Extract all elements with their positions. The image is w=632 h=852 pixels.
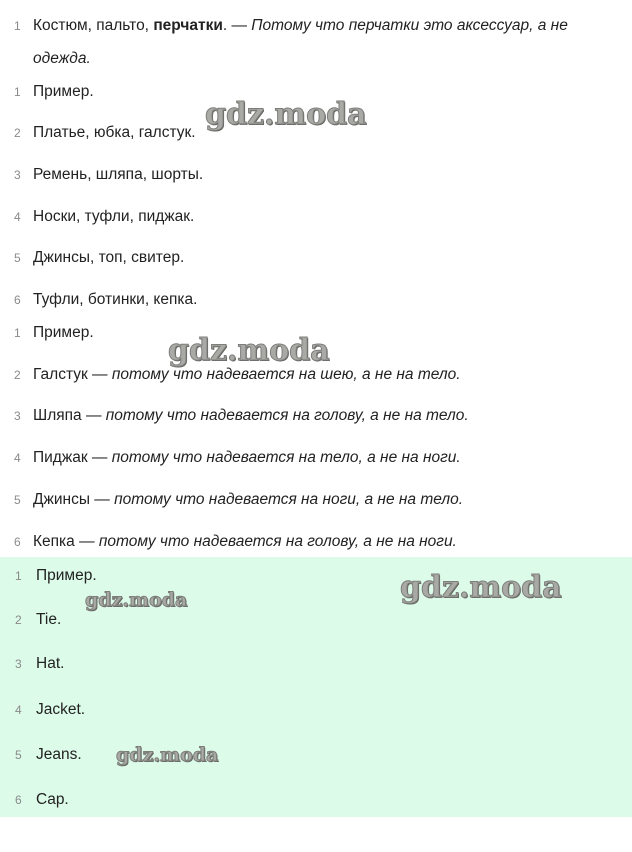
item-text: Cap. [36,791,69,808]
item-explanation: потому что надевается на голову, а не на тело. [105,407,469,424]
item-text: Jeans. [36,746,82,763]
item-word: Галстук — [33,366,112,383]
item-number: 1 [15,569,22,583]
item-number: 1 [14,85,21,99]
item-text: Туфли, ботинки, кепка. [33,291,198,308]
item-number: 2 [14,368,21,382]
watermark: gdz.moda [116,744,219,766]
item-text-continuation: одежда. [33,50,91,67]
item-text: Tie. [36,611,62,628]
item-text-explanation: Потому что перчатки это аксессуар, а не [251,17,568,34]
item-text: Пример. [36,567,97,584]
item-text-plain: Костюм, пальто, [33,17,154,34]
item-number: 3 [14,168,21,182]
item-number: 6 [15,793,22,807]
item-explanation: потому что надевается на шею, а не на тело. [111,366,461,383]
watermark: gdz.moda [400,570,562,605]
item-number: 5 [14,493,21,507]
item-text: Hat. [36,655,65,672]
item-text: Джинсы, топ, свитер. [33,249,185,266]
item-number: 2 [14,126,21,140]
item-number: 6 [14,535,21,549]
item-explanation: потому что надевается на голову, а не на ноги. [98,533,457,550]
watermark: gdz.moda [205,97,367,132]
item-text: Носки, туфли, пиджак. [33,208,195,225]
item-text-dash: . — [222,17,252,34]
answer-section-3 [0,557,632,817]
item-text: Платье, юбка, галстук. [33,124,196,141]
item-word: Кепка — [33,533,99,550]
item-word: Шляпа — [33,407,106,424]
item-word: Пример. [33,324,94,341]
item-explanation: потому что надевается на тело, а не на ноги. [111,449,461,466]
item-text [33,448,461,468]
item-text [33,406,469,426]
item-number: 3 [14,409,21,423]
item-text: Пример. [33,83,94,100]
item-explanation: потому что надевается на ноги, а не на тело. [114,491,464,508]
item-text-bold: перчатки [153,17,223,34]
item-word: Джинсы — [33,491,115,508]
item-number: 5 [15,748,22,762]
item-word: Пиджак — [33,449,112,466]
item-number: 4 [14,210,21,224]
item-number: 5 [14,251,21,265]
item-number: 1 [14,326,21,340]
watermark: gdz.moda [168,333,330,368]
item-number: 3 [15,657,22,671]
item-text [33,532,457,552]
watermark: gdz.moda [85,589,188,611]
item-number: 4 [15,703,22,717]
item-text: Jacket. [36,701,86,718]
item-text [33,365,461,385]
item-number: 4 [14,451,21,465]
item-number: 2 [15,613,22,627]
item-text [33,323,94,343]
item-text [33,490,463,510]
item-number: 6 [14,293,21,307]
item-text: Ремень, шляпа, шорты. [33,166,204,183]
item-number: 1 [14,19,21,33]
